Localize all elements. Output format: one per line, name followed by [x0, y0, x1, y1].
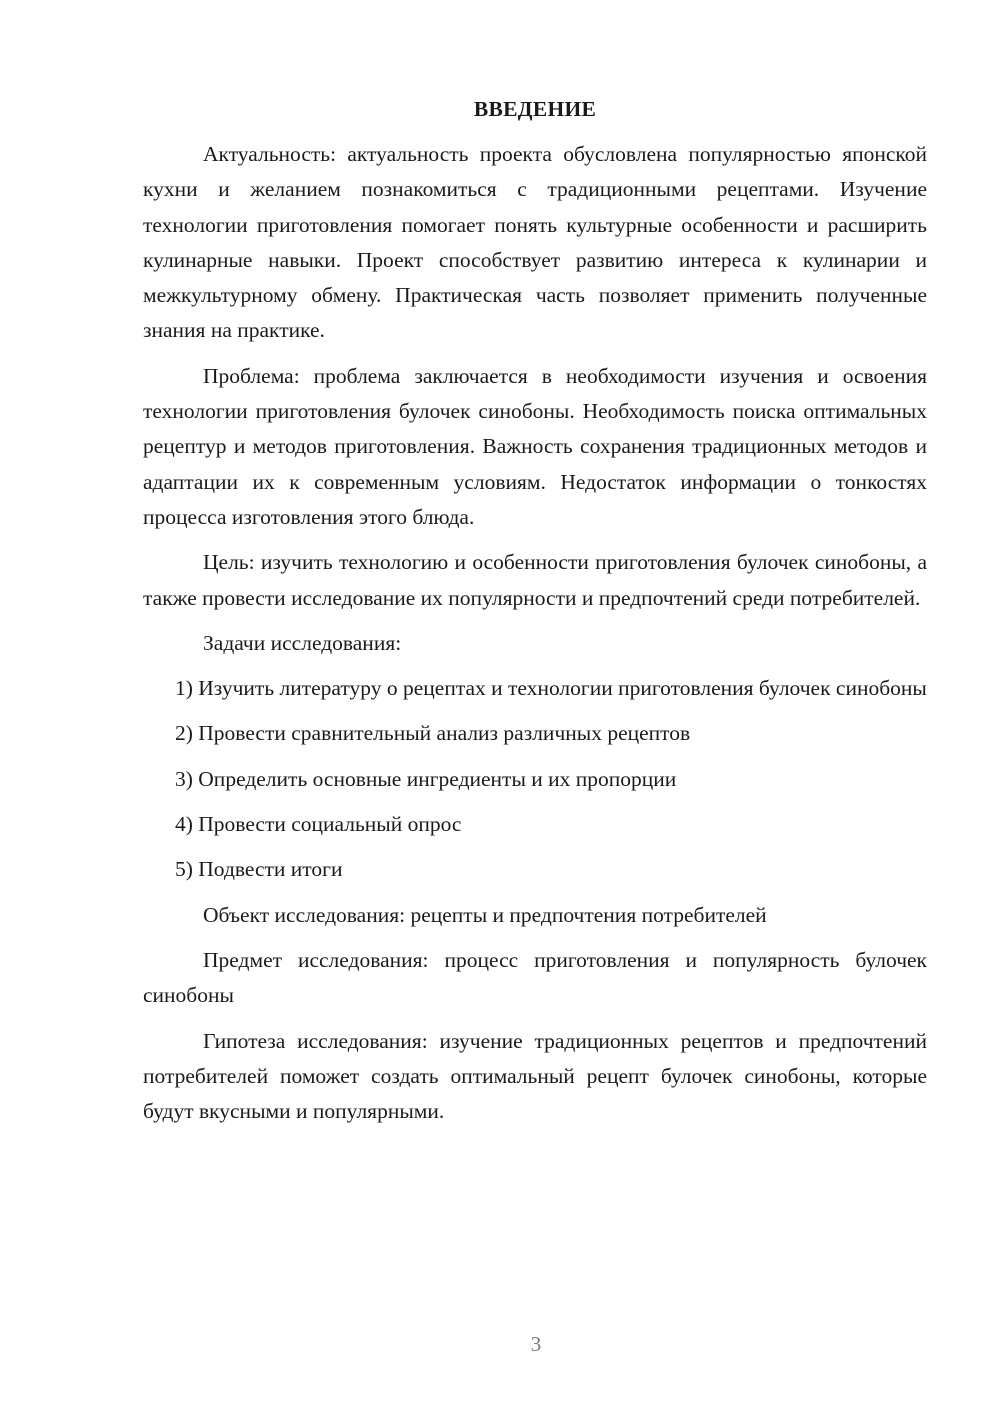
relevance-paragraph: Актуальность: актуальность проекта обусловлена популярностью японской кухни и желанием познакомиться с традиционными рецептами. Изучение технологии приготовления помогает понять культурные особенности и расширить кулинарные навыки. Проект способствует развитию интереса к кулинарии и межкультурному обмену. Практическая часть позволяет применить полученные знания на практике. [143, 142, 927, 343]
task-item: 4) Провести социальный опрос [175, 812, 462, 837]
goal-paragraph: Цель: изучить технологию и особенности приготовления булочек синобоны, а также провести исследование их популярности и предпочтений среди потребителей. [143, 550, 927, 610]
subject-paragraph: Предмет исследования: процесс приготовления и популярность булочек синобоны [143, 947, 927, 1008]
task-item: 2) Провести сравнительный анализ различных рецептов [175, 721, 691, 746]
task-item: 3) Определить основные ингредиенты и их пропорции [175, 766, 677, 791]
page-number: 3 [530, 1332, 542, 1356]
task-item: 5) Подвести итоги [175, 857, 343, 882]
hypothesis-paragraph: Гипотеза исследования: изучение традиционных рецептов и предпочтений потребителей поможет создать оптимальный рецепт булочек синобоны, которые будут вкусными и популярными. [143, 1028, 927, 1124]
tasks-title: Задачи исследования: [203, 630, 402, 655]
problem-paragraph: Проблема: проблема заключается в необходимости изучения и освоения технологии приготовления булочек синобоны. Необходимость поиска оптимальных рецептур и методов приготовления. Важность сохранения традиционных методов и адаптации их к современным условиям. Недостаток информации о тонкостях процесса изготовления этого блюда. [143, 363, 927, 529]
section-heading: ВВЕДЕНИЕ [473, 97, 597, 121]
task-item: 1) Изучить литературу о рецептах и технологии приготовления булочек синобоны [175, 676, 927, 701]
document-page [143, 92, 927, 1139]
object-paragraph: Объект исследования: рецепты и предпочтения потребителей [203, 902, 767, 927]
